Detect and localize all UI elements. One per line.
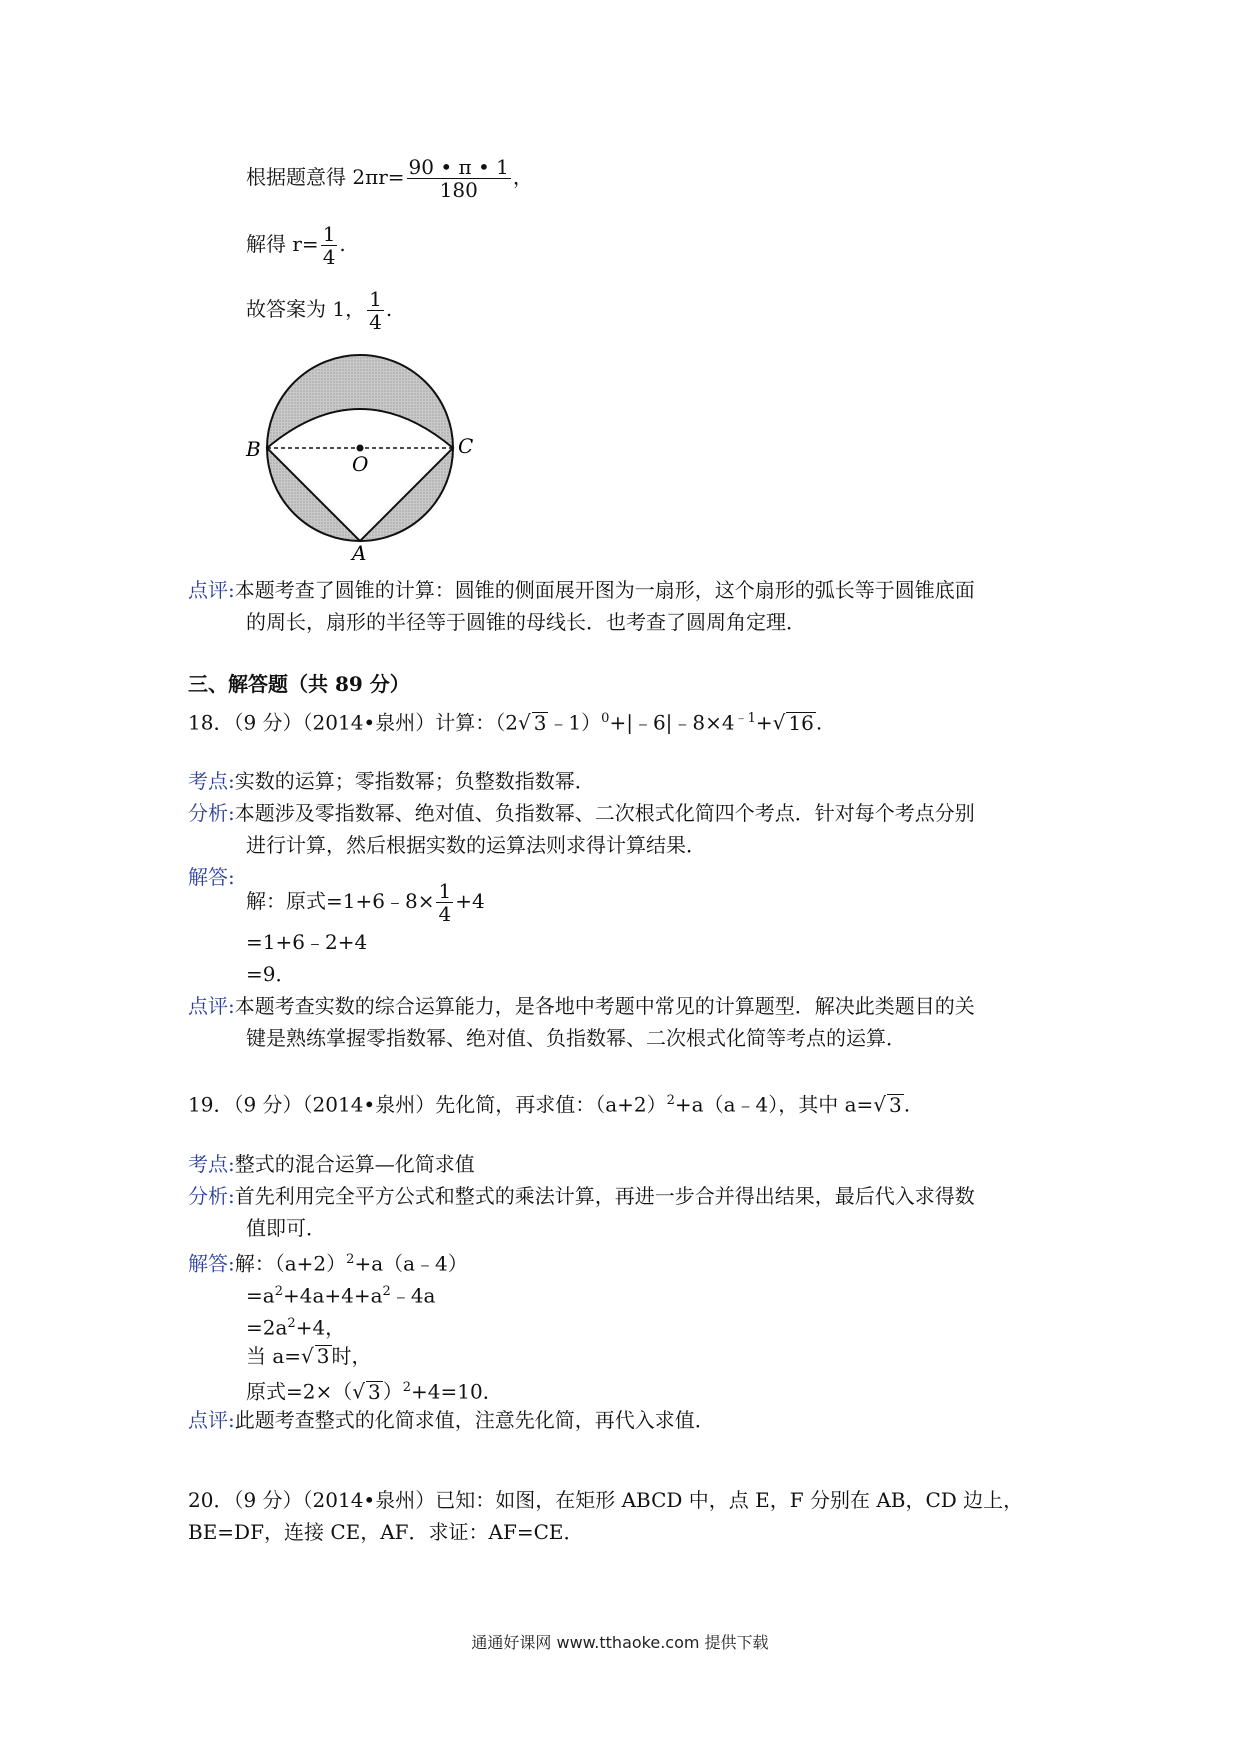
comment-label: 点评:	[188, 578, 235, 602]
fraction-denominator: 4	[369, 310, 382, 334]
intro-line-2-text: 解得 r=	[246, 232, 319, 256]
q19-jieda-3	[246, 1310, 345, 1342]
fenxi-label: 分析:	[188, 801, 235, 825]
q18-jieda-1	[246, 880, 485, 925]
intro-line-3-text: 故答案为 1，	[246, 297, 366, 321]
fenxi-text-1: 首先利用完全平方公式和整式的乘法计算，再进一步合并得出结果，最后代入求得数	[234, 1184, 975, 1208]
jieda-text-1-suffix: +4	[455, 889, 485, 913]
sqrt-sign: √	[873, 1092, 887, 1117]
sqrt-sign: √	[301, 1344, 314, 1368]
q19-stem-text: 19．（9 分）（2014•泉州）先化简，再求值：（a+2）	[188, 1092, 667, 1117]
fraction	[407, 156, 511, 201]
fraction	[321, 223, 338, 268]
fraction-denominator: 4	[438, 902, 452, 926]
fraction	[436, 880, 453, 925]
q18-jieda-2: =1+6﹣2+4	[246, 930, 368, 954]
q18-kaodian	[188, 767, 595, 795]
jieda-text-1-suffix: +a（a﹣4）	[354, 1251, 468, 1276]
intro-line-3	[246, 288, 392, 333]
comment17-line-2	[246, 608, 806, 636]
q18-fenxi-2	[246, 831, 706, 859]
q18-stem-text: 18．（9 分）（2014•泉州）计算：（2	[188, 710, 518, 735]
fraction-numerator: 90 • π • 1	[408, 155, 509, 179]
q19-fenxi-1	[188, 1182, 975, 1210]
label-o: O	[352, 452, 369, 476]
exponent: 2	[666, 1093, 675, 1108]
jieda-part: +4=10．	[411, 1379, 503, 1404]
footer-credit: 通通好课网 www.tthaoke.com 提供下载	[471, 1633, 769, 1652]
dianping-text-1: 本题考查实数的综合运算能力，是各地中考题中常见的计算题型．解决此类题目的关	[234, 994, 975, 1018]
jieda-text-1: 解：原式=1+6﹣8×	[246, 889, 435, 913]
exponent: 0	[601, 711, 610, 726]
q18-stem	[188, 705, 822, 737]
radicand: 3	[368, 1379, 381, 1404]
exponent: 2	[402, 1380, 412, 1395]
intro-line-1	[246, 156, 533, 201]
q19-jieda-5	[246, 1374, 503, 1406]
fenxi-label: 分析:	[188, 1184, 235, 1208]
comment17-line-1	[188, 576, 975, 604]
kaodian-label: 考点:	[188, 769, 235, 793]
comment17-text-2: 的周长，扇形的半径等于圆锥的母线长．也考查了圆周角定理．	[246, 610, 806, 634]
q18-stem-mid2: +|﹣6|﹣8×4	[609, 710, 735, 735]
sqrt-sign: √	[352, 1379, 365, 1404]
sqrt-sign: √	[772, 710, 786, 735]
q19-stem-mid: +a（a﹣4），其中 a=	[674, 1092, 874, 1117]
q19-jieda-1	[188, 1246, 468, 1278]
radicand: 16	[788, 710, 814, 735]
jieda-text-1: 解：（a+2）	[234, 1251, 347, 1276]
q20-line-1: 20．（9 分）（2014•泉州）已知：如图，在矩形 ABCD 中，点 E，F 分别在 AB，CD 边上，	[188, 1488, 1024, 1512]
q19-kaodian	[188, 1150, 475, 1178]
kaodian-label: 考点:	[188, 1152, 235, 1176]
dianping-label: 点评:	[188, 994, 235, 1018]
intro-line-1-suffix: ，	[512, 165, 533, 189]
intro-line-2	[246, 223, 346, 268]
exponent: 2	[382, 1284, 391, 1299]
q20-line-2: BE=DF，连接 CE，AF．求证：AF=CE．	[188, 1520, 584, 1544]
intro-line-3-suffix: .	[385, 297, 393, 321]
jieda-label: 解答:	[188, 1251, 235, 1276]
jieda-part: 原式=2×（	[246, 1379, 353, 1404]
comment17-text-1: 本题考查了圆锥的计算：圆锥的侧面展开图为一扇形，这个扇形的弧长等于圆锥底面	[234, 578, 975, 602]
q19-fenxi-2: 值即可．	[246, 1216, 326, 1240]
radicand: 3	[533, 710, 547, 735]
fraction-numerator: 1	[438, 879, 452, 903]
jieda-part: +4，	[295, 1315, 346, 1340]
q19-jieda-4	[246, 1342, 372, 1370]
radicand: 3	[889, 1092, 902, 1117]
fraction-denominator: 4	[322, 245, 336, 269]
q18-jieda-label	[188, 863, 235, 891]
q18-dianping-2: 键是熟练掌握零指数幂、绝对值、负指数幂、二次根式化简等考点的运算．	[246, 1026, 906, 1050]
label-b: B	[246, 437, 261, 461]
jieda-part: ）	[382, 1379, 403, 1404]
q18-stem-suffix: .	[815, 710, 823, 735]
exponent: 2	[274, 1284, 283, 1299]
q19-jieda-2	[246, 1278, 435, 1310]
jieda-part: ﹣4a	[390, 1283, 436, 1308]
q19-stem	[188, 1087, 910, 1119]
fraction	[367, 288, 384, 333]
q18-stem-mid: ﹣1）	[548, 710, 602, 735]
radicand: 3	[316, 1344, 330, 1368]
exponent: 2	[287, 1316, 296, 1331]
exponent: 2	[346, 1252, 355, 1267]
sqrt-sign: √	[517, 710, 531, 735]
jieda-part: =2a	[246, 1315, 288, 1340]
fenxi-text-2: 进行计算，然后根据实数的运算法则求得计算结果．	[246, 833, 706, 857]
jieda-label: 解答:	[188, 865, 235, 889]
section-title: 三、解答题（共 89 分）	[188, 672, 410, 696]
q19-dianping	[188, 1406, 715, 1434]
dianping-label: 点评:	[188, 1408, 235, 1432]
q18-stem-mid3: +	[755, 710, 773, 735]
label-a: A	[352, 541, 367, 565]
fenxi-text-1: 本题涉及零指数幂、绝对值、负指数幂、二次根式化简四个考点．针对每个考点分别	[234, 801, 975, 825]
intro-line-2-suffix: .	[339, 232, 346, 256]
q19-stem-suffix: .	[903, 1092, 911, 1117]
kaodian-text: 实数的运算；零指数幂；负整数指数幂．	[234, 769, 595, 793]
jieda-part: +4a+4+a	[282, 1283, 383, 1308]
intro-line-1-text: 根据题意得 2πr=	[246, 165, 405, 189]
label-c: C	[458, 434, 474, 458]
fraction-denominator: 180	[439, 178, 478, 202]
kaodian-text: 整式的混合运算—化简求值	[234, 1152, 475, 1176]
q18-fenxi-1	[188, 799, 975, 827]
circle-figure	[240, 345, 480, 570]
fraction-numerator: 1	[369, 287, 382, 311]
fraction-numerator: 1	[322, 222, 336, 246]
q18-jieda-3: =9．	[246, 962, 296, 986]
q18-dianping-1	[188, 992, 975, 1020]
dianping-text: 此题考查整式的化简求值，注意先化简，再代入求值．	[234, 1408, 715, 1432]
jieda-part: 当 a=	[246, 1344, 302, 1368]
exponent: ﹣1	[734, 711, 756, 726]
center-point	[357, 445, 364, 452]
jieda-part: =a	[246, 1283, 275, 1308]
jieda-part: 时，	[331, 1344, 372, 1368]
